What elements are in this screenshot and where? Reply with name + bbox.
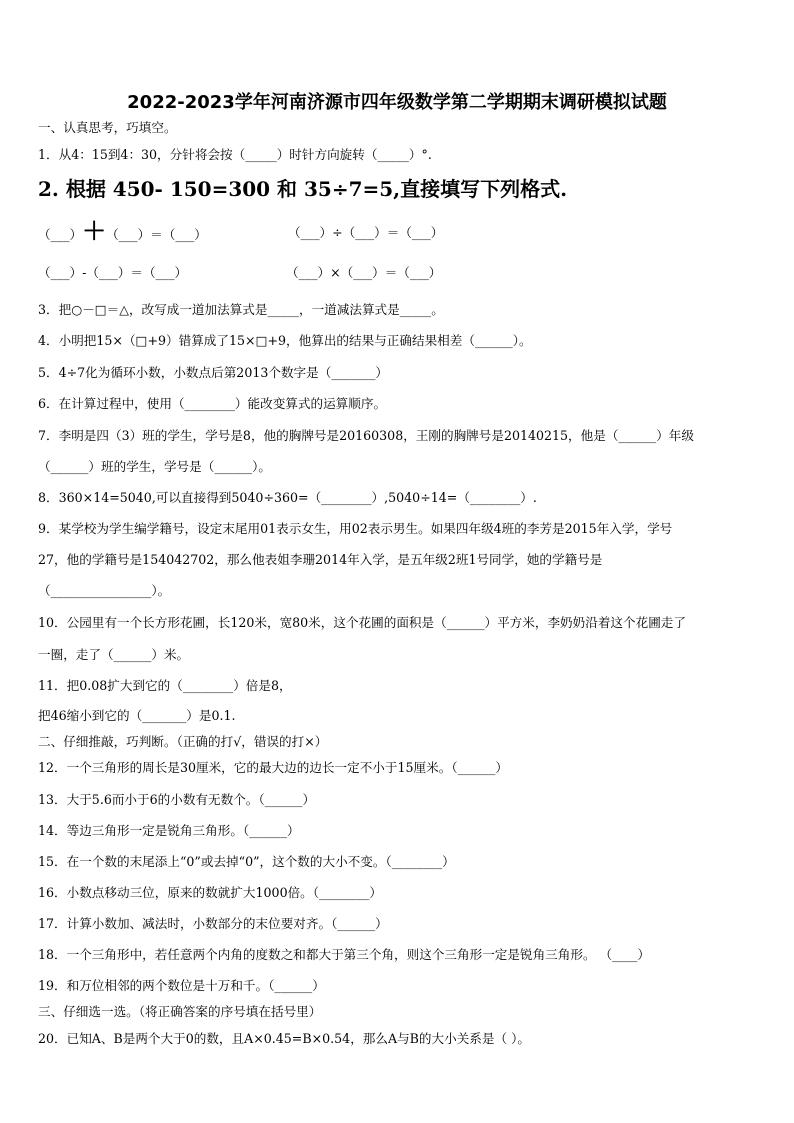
question-2-row-2-right: （___）×（___）＝（___） — [286, 265, 442, 280]
question-20: 20．已知A、B是两个大于0的数，且A×0.45=B×0.54，那么A与B的大小关系是（ ）。 — [38, 1031, 530, 1046]
question-7-line-1: 7．李明是四（3）班的学生，学号是8，他的胸牌号是20160308，王刚的胸牌号是20140215，他是（______）年级 — [38, 428, 694, 443]
section-heading-3: 三、仔细选一选。（将正确答案的序号填在括号里） — [38, 1004, 322, 1019]
question-14: 14．等边三角形一定是锐角三角形。（______） — [38, 823, 300, 838]
question-8: 8．360×14=5040,可以直接得到5040÷360=（________）,5040÷14=（________）. — [38, 490, 537, 505]
section-heading-2: 二、仔细推敲，巧判断。（正确的打√，错误的打×） — [38, 734, 328, 749]
question-2: 2. 根据 450- 150=300 和 35÷7=5,直接填写下列格式. — [38, 177, 568, 201]
question-17: 17．计算小数加、减法时，小数部分的末位要对齐。（______） — [38, 916, 388, 931]
question-10-line-1: 10．公园里有一个长方形花圃，长120米，宽80米，这个花圃的面积是（______）平方米，李奶奶沿着这个花圃走了 — [38, 615, 686, 630]
page-title: 2022-2023学年河南济源市四年级数学第二学期期末调研模拟试题 — [127, 92, 667, 113]
question-5: 5．4÷7化为循环小数，小数点后第2013个数字是（_______） — [38, 365, 388, 380]
question-9-line-2: 27，他的学籍号是154042702，那么他表姐李珊2014年入学，是五年级2班1号同学，她的学籍号是 — [38, 552, 603, 567]
question-1: 1．从4：15到4：30，分针将会按（_____）时针方向旋转（_____）°. — [38, 147, 432, 162]
question-12: 12．一个三角形的周长是30厘米，它的最大边的边长一定不小于15厘米。（______） — [38, 760, 508, 775]
blank-group: （___） — [38, 227, 83, 242]
question-11-line-2: 把46缩小到它的（_______）是0.1. — [38, 708, 236, 723]
question-18: 18．一个三角形中，若任意两个内角的度数之和都大于第三个角，则这个三角形一定是锐角三角形。 （____） — [38, 947, 650, 962]
question-16: 16．小数点移动三位，原来的数就扩大1000倍。（________） — [38, 885, 383, 900]
question-13: 13．大于5.6而小于6的小数有无数个。（______） — [38, 792, 316, 807]
question-10-line-2: 一圈，走了（______）米。 — [38, 647, 190, 662]
question-3: 3．把○－□＝△，改写成一道加法算式是_____，一道减法算式是_____。 — [38, 302, 444, 317]
question-19: 19．和万位相邻的两个数位是十万和千。（______） — [38, 978, 325, 993]
question-11-line-1: 11．把0.08扩大到它的（________）倍是8， — [38, 678, 292, 693]
question-4: 4．小明把15×（□+9）错算成了15×□+9，他算出的结果与正确结果相差（______）。 — [38, 333, 532, 348]
plus-sign: ＋ — [82, 216, 107, 245]
blank-group: （___）＝（___） — [106, 227, 207, 242]
question-7-line-2: （______）班的学生，学号是（______）。 — [38, 459, 271, 474]
question-9-line-1: 9．某学校为学生编学籍号，设定末尾用01表示女生，用02表示男生。如果四年级4班的李芳是2015年入学，学号 — [38, 521, 673, 536]
question-2-row-1-left — [38, 216, 207, 245]
question-9-line-3: （________________）。 — [38, 583, 171, 598]
section-heading-1: 一、认真思考，巧填空。 — [38, 120, 177, 135]
question-2-row-2-left: （___）-（___）＝（___） — [38, 265, 188, 280]
question-15: 15．在一个数的末尾添上“0”或去掉“0”，这个数的大小不变。（________） — [38, 854, 455, 869]
question-2-row-1-right: （___）÷（___）＝（___） — [288, 225, 444, 240]
question-6: 6．在计算过程中，使用（________）能改变算式的运算顺序。 — [38, 396, 387, 411]
